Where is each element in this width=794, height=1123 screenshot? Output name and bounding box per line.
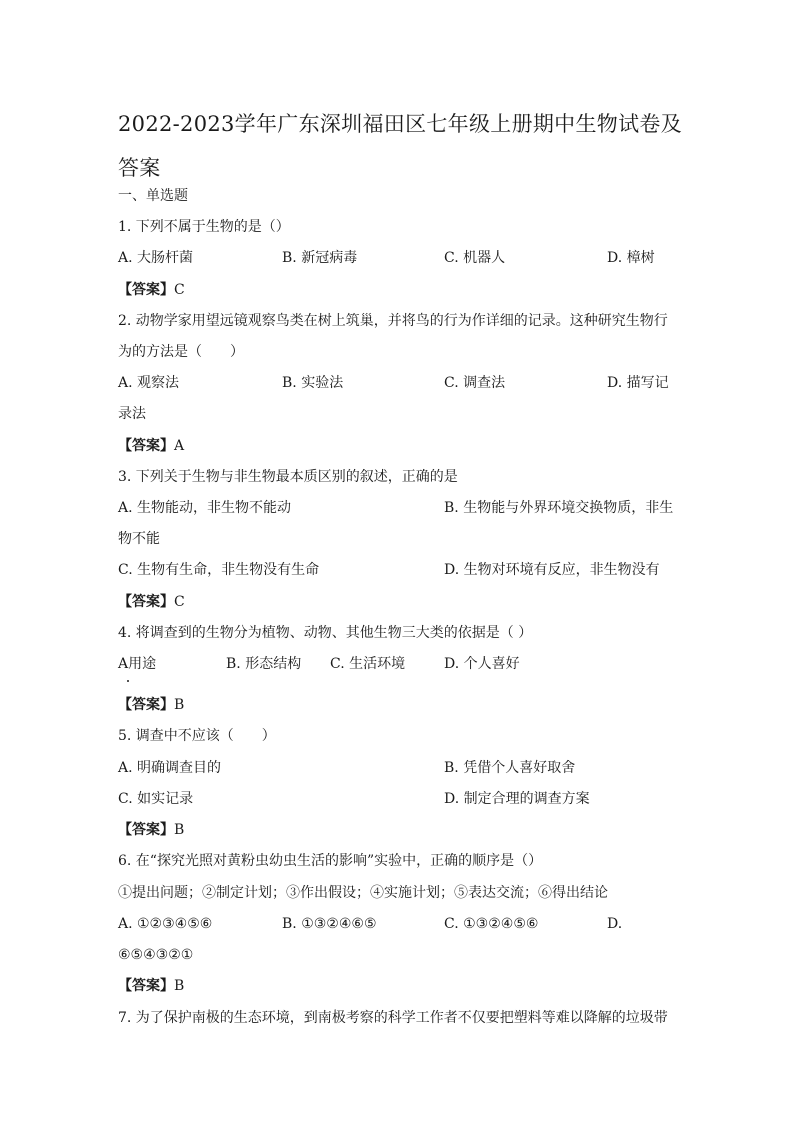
- question-1-stem: 1. 下列不属于生物的是（）: [118, 219, 290, 235]
- q4-option-b: B. 形态结构: [226, 656, 302, 672]
- q2-option-a: A. 观察法: [118, 375, 180, 391]
- q3-option-b-cont: 物不能: [118, 531, 160, 547]
- question-4-stem: 4. 将调查到的生物分为植物、动物、其他生物三大类的依据是（ ）: [118, 625, 533, 641]
- section-heading: 一、单选题: [118, 188, 188, 204]
- q2-option-b: B. 实验法: [282, 375, 344, 391]
- answer-label: 【答案】: [118, 978, 174, 994]
- q3-answer-value: C: [174, 594, 185, 610]
- q4-answer-value: B: [174, 697, 185, 713]
- q6-option-a: A. ①②③④⑤⑥: [118, 916, 213, 932]
- q3-option-a: A. 生物能动，非生物不能动: [118, 500, 292, 516]
- q6-answer-value: B: [174, 978, 185, 994]
- q2-answer: [118, 436, 184, 456]
- answer-label: 【答案】: [118, 282, 174, 298]
- q5-answer: [118, 820, 184, 840]
- question-7-stem: 7. 为了保护南极的生态环境，到南极考察的科学工作者不仅要把塑料等难以降解的垃圾带: [118, 1010, 668, 1026]
- q5-answer-value: B: [174, 822, 185, 838]
- q5-option-a: A. 明确调查目的: [118, 760, 222, 776]
- q1-answer-value: C: [174, 282, 185, 298]
- q4-option-c: C. 生活环境: [330, 656, 406, 672]
- q5-option-b: B. 凭借个人喜好取舍: [444, 760, 576, 776]
- q2-option-d: D. 描写记: [607, 375, 669, 391]
- answer-label: 【答案】: [118, 594, 174, 610]
- stray-dot: [127, 680, 129, 682]
- question-2-stem-line1: 2. 动物学家用望远镜观察鸟类在树上筑巢，并将鸟的行为作详细的记录。这种研究生物行: [118, 313, 668, 329]
- answer-label: 【答案】: [118, 697, 174, 713]
- q1-option-c: C. 机器人: [444, 250, 506, 266]
- answer-label: 【答案】: [118, 822, 174, 838]
- q5-option-d: D. 制定合理的调查方案: [444, 791, 590, 807]
- q3-option-c: C. 生物有生命，非生物没有生命: [118, 562, 320, 578]
- q6-option-b: B. ①③②④⑥⑤: [282, 916, 377, 932]
- q4-answer: [118, 695, 184, 715]
- question-3-stem: 3. 下列关于生物与非生物最本质区别的叙述，正确的是: [118, 469, 458, 485]
- q6-option-d-cont: ⑥⑤④③②①: [118, 947, 194, 963]
- question-6-stem: 6. 在“探究光照对黄粉虫幼虫生活的影响”实验中，正确的顺序是（）: [118, 853, 543, 869]
- q6-answer: [118, 976, 184, 996]
- q3-option-d: D. 生物对环境有反应，非生物没有: [444, 562, 660, 578]
- q2-answer-value: A: [174, 438, 185, 454]
- q1-answer: [118, 280, 185, 300]
- q2-option-c: C. 调查法: [444, 375, 506, 391]
- q4-option-d: D. 个人喜好: [444, 656, 520, 672]
- question-5-stem: 5. 调查中不应该（ ）: [118, 728, 276, 744]
- q1-option-d: D. 樟树: [607, 250, 655, 266]
- q4-option-a: A用途: [118, 656, 157, 672]
- q2-option-d-cont: 录法: [118, 406, 146, 422]
- answer-label: 【答案】: [118, 438, 174, 454]
- q3-option-b: B. 生物能与外界环境交换物质，非生: [444, 500, 674, 516]
- question-6-steps: ①提出问题；②制定计划；③作出假设；④实施计划；⑤表达交流；⑥得出结论: [118, 885, 608, 901]
- q5-option-c: C. 如实记录: [118, 791, 194, 807]
- q1-option-b: B. 新冠病毒: [282, 250, 358, 266]
- q3-answer: [118, 592, 185, 612]
- q6-option-d: D.: [607, 916, 623, 932]
- document-title: 2022-2023学年广东深圳福田区七年级上册期中生物试卷及答案: [118, 112, 682, 180]
- q1-option-a: A. 大肠杆菌: [118, 250, 194, 266]
- q6-option-c: C. ①③②④⑤⑥: [444, 916, 539, 932]
- question-2-stem-line2: 为的方法是（ ）: [118, 344, 244, 360]
